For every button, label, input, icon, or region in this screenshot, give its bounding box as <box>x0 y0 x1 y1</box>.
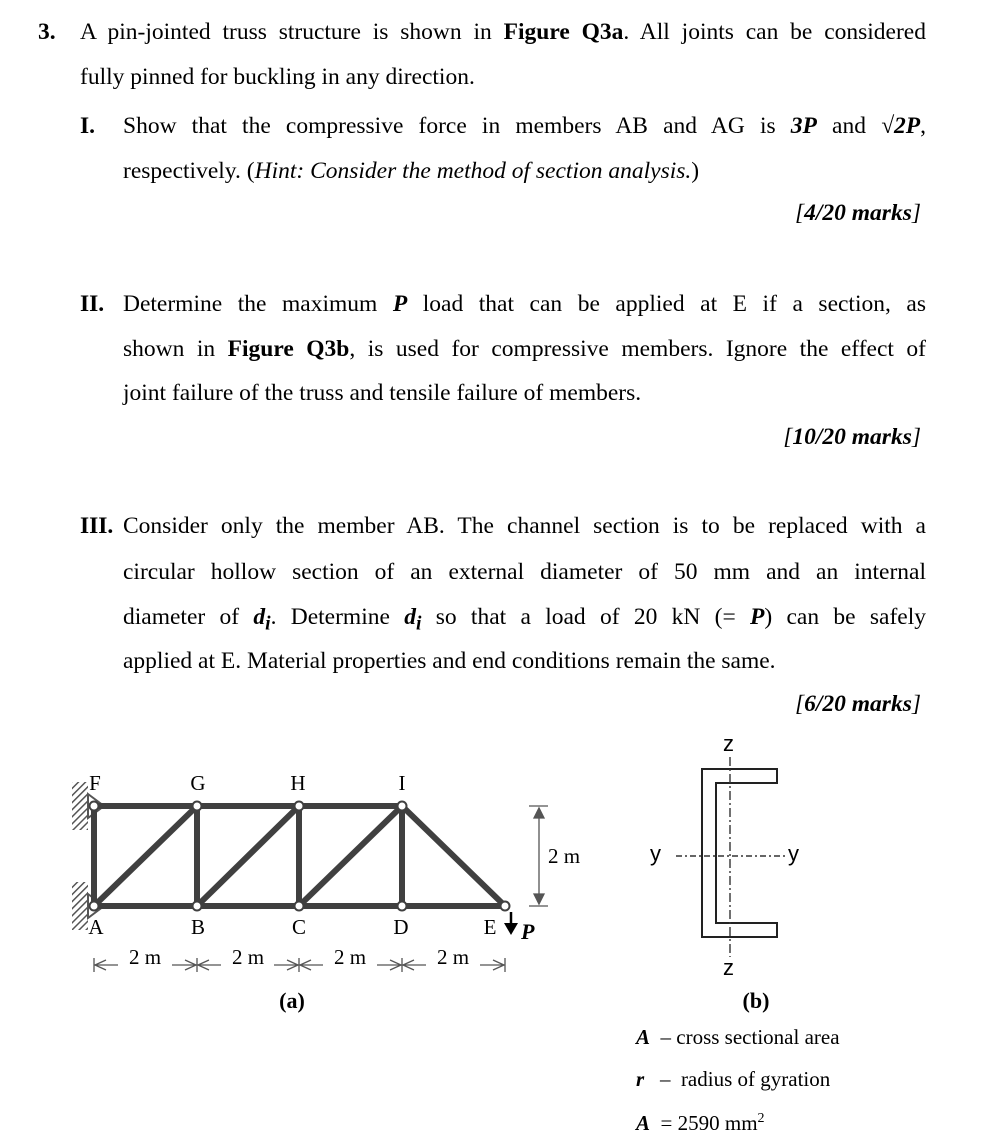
label-g: G <box>190 771 206 795</box>
span-label-3: 2 m <box>333 945 367 969</box>
hint-text: Hint: Consider the method of section analysis. <box>254 158 692 184</box>
question-number: 3. <box>38 19 56 45</box>
legend-radius: r – radius of gyration <box>636 1067 831 1091</box>
joint-c <box>295 902 304 911</box>
part3-line3: diameter of $d_i$. Determine $d_i$ so that a load of 20 kN (= P) can be safely <box>123 604 926 635</box>
axis-z-bottom: z <box>723 955 734 980</box>
member-ci <box>299 806 402 906</box>
load-arrow-p <box>504 912 518 935</box>
channel-section-shape <box>702 769 777 937</box>
part1-label: I. <box>80 113 96 139</box>
span-label-1: 2 m <box>128 945 162 969</box>
part3-line2: circular hollow section of an external diameter of 50 mm and an internal <box>123 559 926 585</box>
part3-label: III. <box>80 513 114 539</box>
joint-f <box>90 802 99 811</box>
label-e: E <box>483 915 497 939</box>
height-dimension <box>529 806 548 906</box>
figure-ref-q3a: Figure Q3a <box>503 19 624 45</box>
label-b: B <box>190 915 206 939</box>
axis-y-left: y <box>650 841 661 866</box>
truss-figure <box>50 760 581 1020</box>
part2-line1: Determine the maximum P load that can be applied at E if a section, as <box>123 291 926 317</box>
height-label: 2 m <box>548 844 581 868</box>
part3-marks: [6/20 marks] <box>794 691 921 717</box>
label-i: I <box>398 771 406 795</box>
label-f: F <box>89 771 101 795</box>
part2-marks: [10/20 marks] <box>783 424 921 450</box>
joint-a <box>90 902 99 911</box>
label-a: A <box>88 915 104 939</box>
area-value: A = 2590 $mm^2$ <box>636 1111 765 1135</box>
question-intro-line2: fully pinned for buckling in any direction. <box>80 64 475 90</box>
axis-y-right: y <box>788 841 799 866</box>
joint-d <box>398 902 407 911</box>
joint-e <box>501 902 510 911</box>
figure-b-caption: (b) <box>742 988 770 1013</box>
joint-i <box>398 802 407 811</box>
member-bh <box>197 806 299 906</box>
figure-a-caption: (a) <box>279 988 305 1013</box>
part1-line1: Show that the compressive force in members AB and AG is 3P and √2P, <box>123 113 926 139</box>
channel-section-figure <box>640 725 880 1025</box>
part2-line3: joint failure of the truss and tensile failure of members. <box>123 380 642 406</box>
part3-line1: Consider only the member AB. The channel section is to be replaced with a <box>123 513 926 539</box>
figure-ref-q3b: Figure Q3b <box>227 336 350 362</box>
label-c: C <box>291 915 307 939</box>
part3-line4: applied at E. Material properties and end conditions remain the same. <box>123 648 776 674</box>
question-intro-line1: A pin-jointed truss structure is shown in Figure Q3a. All joints can be considered <box>80 19 926 45</box>
span-label-2: 2 m <box>231 945 265 969</box>
joint-b <box>193 902 202 911</box>
member-ag <box>94 806 197 906</box>
member-ie <box>402 806 505 906</box>
joint-h <box>295 802 304 811</box>
part1-marks: [4/20 marks] <box>794 200 921 226</box>
joint-g <box>193 802 202 811</box>
load-label-p: P <box>521 919 535 944</box>
span-label-4: 2 m <box>436 945 470 969</box>
part1-line2: respectively. (Hint: Consider the method of section analysis.) <box>123 158 700 184</box>
part2-label: II. <box>80 291 105 317</box>
label-d: D <box>393 915 409 939</box>
axis-z-top: z <box>723 731 734 756</box>
label-h: H <box>290 771 306 795</box>
legend-area: A – cross sectional area <box>636 1025 840 1049</box>
part2-line2: shown in Figure Q3b, is used for compressive members. Ignore the effect of <box>123 336 926 362</box>
